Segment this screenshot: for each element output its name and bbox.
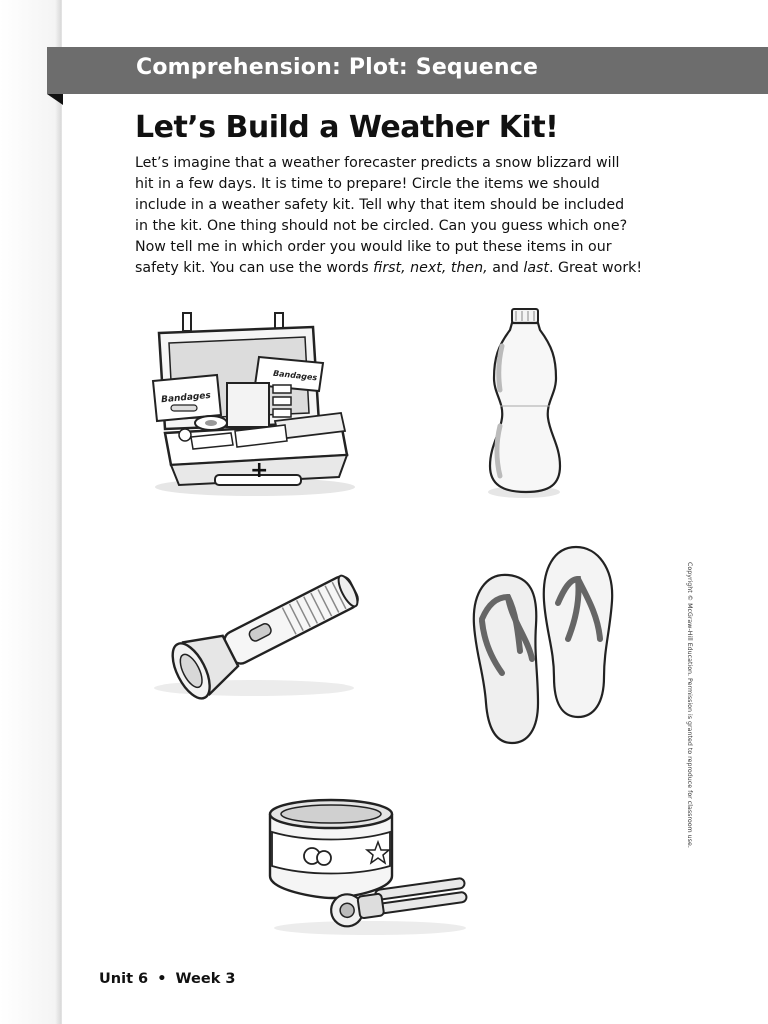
- copyright-notice: [683, 562, 695, 862]
- svg-text:+: +: [250, 458, 269, 483]
- footer: [99, 971, 235, 987]
- instructions: [135, 153, 650, 279]
- keyword-last: last: [523, 260, 549, 276]
- water-bottle-icon: [480, 306, 562, 500]
- page-title: Let’s Build a Weather Kit!: [135, 110, 559, 145]
- instructions-line-end: . Great work!: [549, 260, 643, 276]
- keyword-next: next,: [410, 260, 447, 276]
- header-fold: [47, 94, 63, 105]
- footer-week: Week 3: [175, 971, 236, 987]
- box-label: Bandages: [160, 390, 212, 406]
- flashlight-icon: [134, 570, 374, 700]
- flashlight-item[interactable]: [134, 570, 374, 700]
- canned-food-item[interactable]: [266, 798, 474, 938]
- first-aid-kit-icon: [135, 305, 365, 500]
- first-aid-kit-item[interactable]: [135, 305, 365, 500]
- keyword-then: then,: [450, 260, 488, 276]
- page-spine: [0, 0, 62, 1024]
- footer-separator: •: [157, 971, 167, 987]
- copyright-text: Copyright © McGraw-Hill Education. Permission is granted to reproduce for classroom use.: [686, 562, 693, 848]
- instructions-line: Let’s imagine that a weather forecaster predicts a snow blizzard will: [135, 155, 620, 171]
- keyword-first: first,: [373, 260, 406, 276]
- lid-label: Bandages: [272, 368, 318, 383]
- footer-unit: Unit 6: [99, 971, 149, 987]
- water-bottle-item[interactable]: [480, 306, 562, 500]
- instructions-line: safety kit. You can use the words: [135, 260, 374, 276]
- instructions-line: in the kit. One thing should not be circled. Can you guess which one?: [135, 218, 628, 234]
- section-title: Comprehension: Plot: Sequence: [136, 55, 539, 80]
- word-and: and: [492, 260, 519, 276]
- instructions-line: include in a weather safety kit. Tell why that item should be included: [135, 197, 625, 213]
- flip-flops-item[interactable]: [468, 543, 620, 748]
- flip-flops-icon: [468, 543, 620, 748]
- instructions-line: Now tell me in which order you would like to put these items in our: [135, 239, 612, 255]
- instructions-line: hit in a few days. It is time to prepare! Circle the items we should: [135, 176, 600, 192]
- canned-food-icon: [266, 798, 474, 938]
